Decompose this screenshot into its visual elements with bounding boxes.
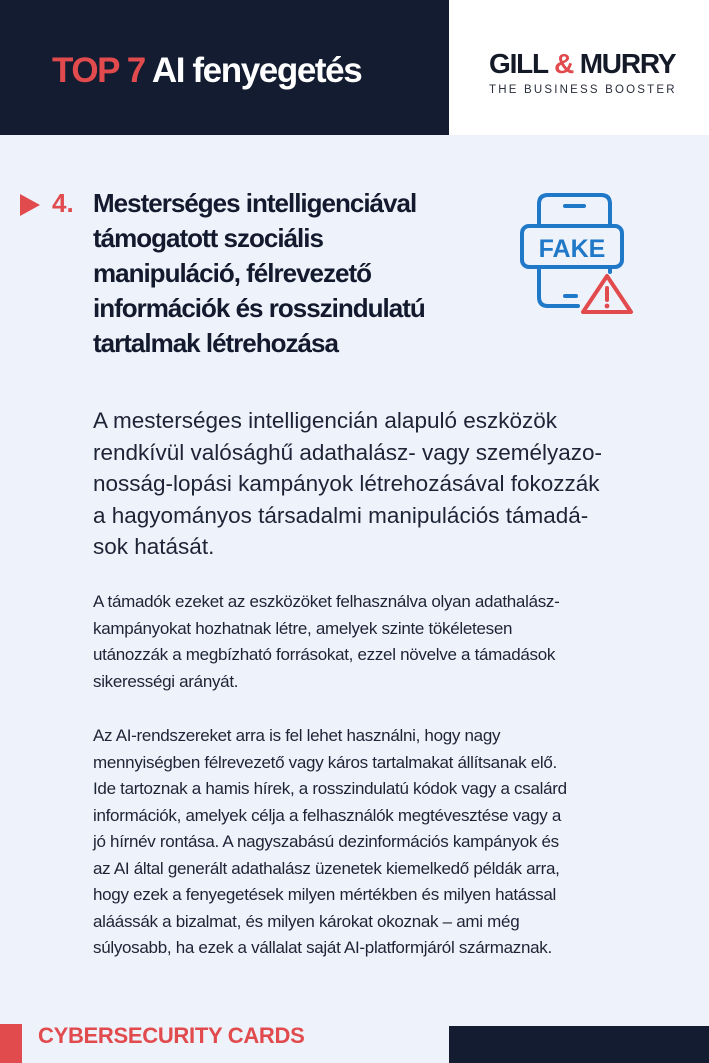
lead-line: a hagyományos társadalmi manipulációs támadá- (93, 502, 589, 528)
section-number: 4. (52, 188, 74, 218)
fake-label: FAKE (538, 235, 606, 263)
title-text: AI fenyegetés (151, 51, 362, 90)
body-paragraph-1 (93, 589, 673, 695)
body-line: utánozzák a megbízható forrásokat, ezzel növelve a támadások (93, 645, 556, 664)
lead-line: nosság-lopási kampányok létrehozásával fokozzák (93, 471, 600, 496)
lead-line: sok hatását. (93, 534, 215, 559)
brand-name-left: GILL (489, 48, 548, 79)
lead-line: A mesterséges intelligencián alapuló eszközök (93, 408, 558, 433)
body-paragraph-2 (93, 723, 673, 962)
body-line: A támadók ezeket az eszközöket felhasználva olyan adathalász- (93, 592, 560, 611)
body-line: súlyosabb, ha ezek a vállalat saját AI-platformjáról származnak. (93, 938, 552, 957)
page-title (52, 49, 361, 93)
body-line: aláássák a bizalmat, és milyen károkat okoznak – ami még (93, 911, 520, 931)
brand-ampersand: & (554, 48, 574, 79)
body-line: Ide tartoznak a hamis hírek, a rosszindulatú kódok vagy a csalárd (93, 779, 567, 798)
heading-line: manipuláció, félrevezető (93, 258, 371, 288)
body-line: sikerességi arányát. (93, 671, 239, 691)
body-line: mennyiségben félrevezető vagy káros tartalmakat állítsanak elő. (93, 752, 557, 772)
brand-logo (489, 48, 677, 97)
body-line: kampányokat hozhatnak létre, amelyek szinte tökéletesen (93, 618, 513, 638)
footer-dark-panel (449, 1026, 709, 1063)
brand-name (489, 48, 676, 80)
body-line: hogy ezek a fenyegetések milyen mértékben és milyen hatással (93, 885, 556, 904)
footer-accent-bar (0, 1024, 22, 1063)
brand-tagline: THE BUSINESS BOOSTER (489, 84, 677, 96)
heading-line: tartalmak létrehozása (93, 328, 338, 358)
body-line: Az AI-rendszereket arra is fel lehet használni, hogy nagy (93, 726, 501, 745)
lead-line: rendkívül valósághű adathalász- vagy személyazo- (93, 439, 603, 465)
heading-line: információk és rosszindulatú (93, 293, 425, 323)
lead-paragraph (93, 405, 673, 563)
body-line: információk, amelyek célja a felhasználók megtévesztése vagy a (93, 805, 562, 825)
body-line: az AI által generált adathalász üzenetek kiemelkedő példák arra, (93, 858, 560, 878)
title-accent: TOP 7 (52, 51, 145, 90)
footer-label: CYBERSECURITY CARDS (38, 1023, 305, 1048)
section-heading (93, 186, 493, 361)
play-triangle-icon (20, 194, 40, 216)
fake-phone-warning-icon (516, 190, 638, 318)
brand-name-right: MURRY (579, 48, 676, 79)
body-line: jó hírnév rontása. A nagyszabású dezinformációs kampányok és (93, 832, 559, 851)
heading-line: Mesterséges intelligenciával (93, 188, 417, 218)
heading-line: támogatott szociális (93, 223, 323, 253)
